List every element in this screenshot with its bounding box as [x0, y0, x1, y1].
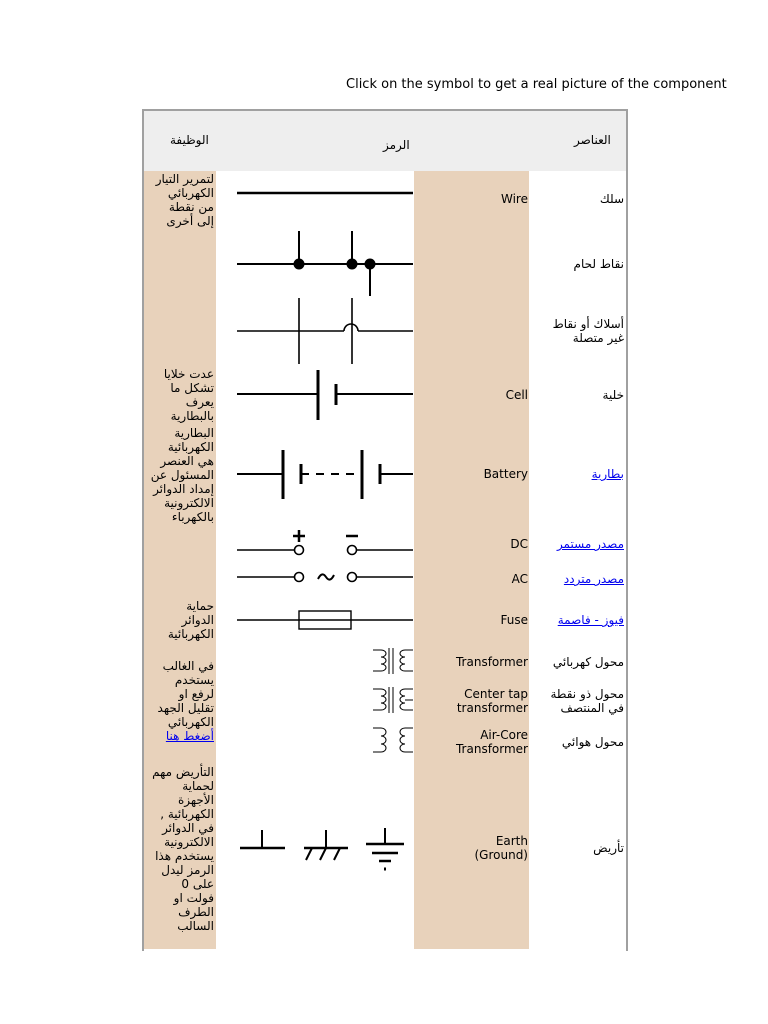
- dc-ar: [530, 537, 624, 551]
- crossing-ar: أسلاك أو نقاط غير متصلة: [552, 317, 624, 345]
- header-components: العناصر: [574, 133, 611, 147]
- fuse-en: Fuse: [500, 613, 528, 627]
- wire-ar: سلك: [599, 192, 624, 206]
- header-function: الوظيفة: [170, 133, 209, 147]
- solder-ar: نقاط لحام: [573, 257, 624, 271]
- battery-en: Battery: [483, 467, 528, 481]
- cell-en: Cell: [505, 388, 528, 402]
- transformer-ar: محول كهربائي: [552, 655, 624, 669]
- center-tap-en: Center tap transformer: [456, 687, 528, 715]
- earth-ar: تأريض: [593, 841, 624, 855]
- wire-function: لتمرير التيار الكهربائي من نقطة إلى أخرى: [155, 172, 214, 228]
- earth-function: التأريض مهم لحماية الأجهزة الكهربائية , في الدوائر الالكترونية يستخدم هذا الرمز ليدل على 0 فولت او الطرف السالب: [152, 765, 214, 933]
- transformer-en: Transformer: [455, 655, 528, 669]
- dc-en: DC: [510, 537, 528, 551]
- fuse-link[interactable]: فيوز - فاصمة: [557, 613, 624, 627]
- fuse-ar: [530, 613, 624, 627]
- battery-ar: [530, 467, 624, 481]
- transformer-function: في الغالب يستخدم لرفع او تقليل الجهد الكهربائي أضغط هنا: [157, 659, 214, 743]
- ac-source-link[interactable]: مصدر متردد: [563, 572, 624, 586]
- header-symbol: الرمز: [383, 138, 410, 152]
- battery-link[interactable]: بطارية: [591, 467, 624, 481]
- dc-source-link[interactable]: مصدر مستمر: [556, 537, 624, 551]
- battery-function: البطارية الكهربائية هي العنصر المسئول عن إمداد الدوائر الالكترونية بالكهرباء: [150, 426, 214, 524]
- components-table: [142, 109, 628, 951]
- center-tap-ar: محول ذو نقطة في المنتصف: [550, 687, 624, 715]
- wire-en: Wire: [501, 192, 528, 206]
- cell-function: عدت خلايا تشكل ما يعرف بالبطارية: [163, 367, 214, 423]
- air-core-ar: محول هوائي: [561, 735, 624, 749]
- earth-en: Earth (Ground): [474, 834, 528, 862]
- click-here-link[interactable]: أضغط هنا: [165, 729, 214, 743]
- cell-ar: خلية: [602, 388, 624, 402]
- ac-ar: [530, 572, 624, 586]
- ac-en: AC: [511, 572, 528, 586]
- air-core-en: Air-Core Transformer: [455, 728, 528, 756]
- instruction-text: Click on the symbol to get a real picture of the component: [346, 77, 727, 92]
- fuse-function: حماية الدوائر الكهربائية: [167, 599, 214, 641]
